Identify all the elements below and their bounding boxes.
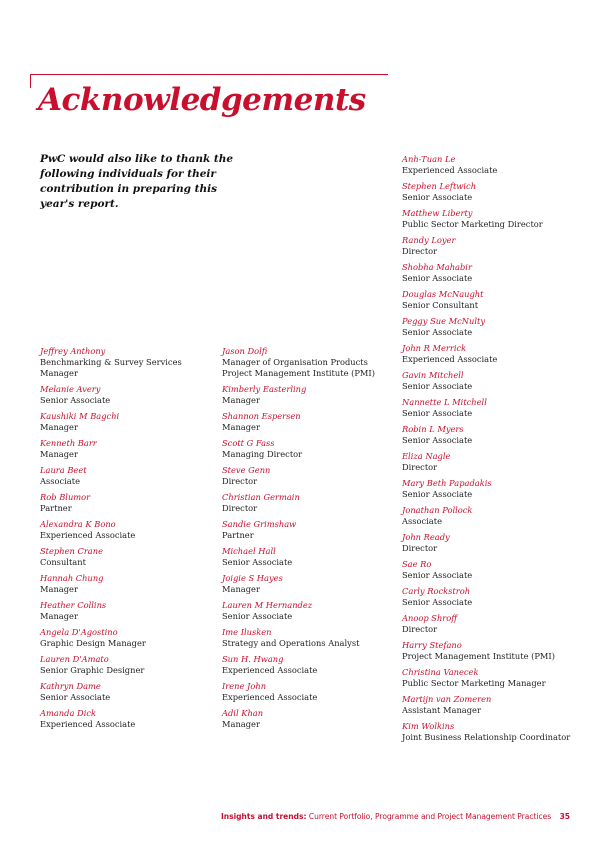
- person-name: Stephen Crane: [40, 546, 103, 556]
- person-role: Experienced Associate: [402, 165, 498, 175]
- person-name: Shobha Mahabir: [402, 262, 472, 272]
- person-name: Michael Hall: [222, 546, 276, 556]
- person-entry: [402, 721, 592, 743]
- person-name: Angela D'Agostino: [40, 627, 118, 637]
- left-column: [40, 346, 215, 730]
- person-name: Jonathan Pollock: [402, 505, 473, 515]
- person-role: Senior Associate: [402, 435, 473, 445]
- person-entry: [222, 600, 397, 622]
- person-role: Benchmarking & Survey Services Manager: [40, 357, 182, 378]
- person-entry: [402, 208, 592, 230]
- person-entry: [402, 370, 592, 392]
- person-name: Randy Loyer: [402, 235, 456, 245]
- person-role: Experienced Associate: [40, 530, 136, 540]
- person-role: Manager: [40, 422, 78, 432]
- footer-label: Insights and trends:: [220, 812, 307, 821]
- person-name: John Ready: [402, 532, 450, 542]
- person-entry: [402, 586, 592, 608]
- footer-text: Current Portfolio, Programme and Project Management Practices: [308, 812, 552, 821]
- person-role: Experienced Associate: [222, 692, 318, 702]
- intro-text: PwC would also like to thank the following individuals for their contribution in preparing this year's report.: [40, 153, 234, 210]
- person-role: Senior Associate: [402, 327, 473, 337]
- person-name: John R Merrick: [402, 343, 467, 353]
- person-name: Sae Ro: [402, 559, 432, 569]
- person-role: Director: [402, 624, 438, 634]
- person-role: Public Sector Marketing Director: [402, 219, 543, 229]
- person-name: Alexandra K Bono: [40, 519, 116, 529]
- person-name: Kathryn Dame: [40, 681, 101, 691]
- person-entry: [40, 492, 215, 514]
- person-role: Senior Graphic Designer: [40, 665, 145, 675]
- person-name: Gavin Mitchell: [402, 370, 464, 380]
- person-role: Joint Business Relationship Coordinator: [402, 732, 571, 742]
- person-name: Heather Collins: [40, 600, 107, 610]
- person-role: Manager: [222, 395, 260, 405]
- person-name: Joigie S Hayes: [222, 573, 283, 583]
- person-name: Kaushiki M Bagchi: [40, 411, 120, 421]
- person-name: Stephen Leftwich: [402, 181, 477, 191]
- person-name: Harry Stefano: [402, 640, 462, 650]
- person-entry: [40, 627, 215, 649]
- person-role: Director: [402, 246, 438, 256]
- person-entry: [402, 235, 592, 257]
- person-name: Irene John: [222, 681, 267, 691]
- person-entry: [40, 519, 215, 541]
- person-name: Robin L Myers: [402, 424, 464, 434]
- person-name: Hannah Chung: [40, 573, 104, 583]
- title-rule-tick: [30, 74, 31, 88]
- person-entry: [222, 411, 397, 433]
- person-role: Senior Associate: [402, 192, 473, 202]
- person-name: Christina Vanecek: [402, 667, 479, 677]
- person-entry: [402, 613, 592, 635]
- person-role: Managing Director: [222, 449, 303, 459]
- person-role: Director: [402, 543, 438, 553]
- person-entry: [402, 478, 592, 500]
- person-role: Consultant: [40, 557, 86, 567]
- person-name: Kenneth Barr: [40, 438, 97, 448]
- middle-column: [222, 346, 397, 730]
- person-role: Senior Associate: [402, 273, 473, 283]
- person-role: Assistant Manager: [402, 705, 481, 715]
- person-role: Senior Associate: [40, 692, 111, 702]
- person-role: Manager: [222, 422, 260, 432]
- person-role: Partner: [222, 530, 254, 540]
- person-entry: [222, 681, 397, 703]
- person-entry: [40, 346, 215, 379]
- person-entry: [402, 316, 592, 338]
- person-entry: [402, 667, 592, 689]
- person-role: Manager: [40, 584, 78, 594]
- person-name: Christian Germain: [222, 492, 300, 502]
- person-name: Lauren M Hernandez: [222, 600, 313, 610]
- person-name: Matthew Liberty: [402, 208, 473, 218]
- person-entry: [40, 573, 215, 595]
- person-entry: [402, 154, 592, 176]
- person-entry: [40, 438, 215, 460]
- person-name: Douglas McNaught: [402, 289, 484, 299]
- footer: [221, 812, 570, 821]
- person-name: Lauren D'Amato: [40, 654, 109, 664]
- page-number: 35: [559, 812, 570, 821]
- person-role: Experienced Associate: [402, 354, 498, 364]
- person-entry: [222, 627, 397, 649]
- person-role: Public Sector Marketing Manager: [402, 678, 546, 688]
- person-role: Associate: [40, 476, 80, 486]
- person-name: Jason Dolfi: [222, 346, 268, 356]
- person-entry: [222, 708, 397, 730]
- person-entry: [40, 465, 215, 487]
- person-name: Nannette L Mitchell: [402, 397, 487, 407]
- person-entry: [402, 424, 592, 446]
- person-entry: [222, 546, 397, 568]
- person-role: Senior Associate: [402, 570, 473, 580]
- person-name: Eliza Nagle: [402, 451, 451, 461]
- person-entry: [222, 654, 397, 676]
- person-entry: [402, 343, 592, 365]
- person-role: Senior Associate: [402, 408, 473, 418]
- person-entry: [222, 573, 397, 595]
- person-role: Experienced Associate: [40, 719, 136, 729]
- person-entry: [40, 708, 215, 730]
- person-entry: [402, 694, 592, 716]
- person-name: Ime Ilusken: [222, 627, 272, 637]
- person-name: Rob Blumor: [40, 492, 91, 502]
- person-name: Sun H. Hwang: [222, 654, 284, 664]
- person-entry: [40, 600, 215, 622]
- person-role: Senior Associate: [402, 597, 473, 607]
- right-column: [402, 154, 592, 743]
- person-name: Anh-Tuan Le: [402, 154, 456, 164]
- person-entry: [222, 438, 397, 460]
- person-entry: [40, 681, 215, 703]
- person-entry: [402, 397, 592, 419]
- person-name: Melanie Avery: [40, 384, 101, 394]
- person-entry: [40, 384, 215, 406]
- person-name: Martijn van Zomeren: [402, 694, 492, 704]
- person-name: Jeffrey Anthony: [40, 346, 106, 356]
- person-entry: [222, 346, 397, 379]
- person-name: Carly Rockstroh: [402, 586, 471, 596]
- person-name: Kimberly Easterling: [222, 384, 307, 394]
- person-name: Anoop Shroff: [402, 613, 458, 623]
- person-role: Graphic Design Manager: [40, 638, 146, 648]
- person-entry: [402, 181, 592, 203]
- person-name: Amanda Dick: [40, 708, 97, 718]
- person-name: Steve Genn: [222, 465, 271, 475]
- person-role: Associate: [402, 516, 442, 526]
- person-name: Kim Wolkins: [402, 721, 455, 731]
- person-role: Senior Associate: [222, 557, 293, 567]
- person-entry: [402, 640, 592, 662]
- person-role: Strategy and Operations Analyst: [222, 638, 360, 648]
- person-role: Experienced Associate: [222, 665, 318, 675]
- person-name: Shannon Espersen: [222, 411, 301, 421]
- title-rule: [30, 74, 388, 75]
- person-role: Partner: [40, 503, 72, 513]
- person-name: Peggy Sue McNulty: [402, 316, 486, 326]
- person-entry: [402, 505, 592, 527]
- person-entry: [40, 411, 215, 433]
- person-role: Manager: [222, 719, 260, 729]
- person-name: Laura Beet: [40, 465, 87, 475]
- person-role: Senior Associate: [222, 611, 293, 621]
- person-role: Director: [222, 476, 258, 486]
- person-entry: [402, 559, 592, 581]
- person-role: Senior Consultant: [402, 300, 479, 310]
- person-entry: [402, 262, 592, 284]
- person-role: Senior Associate: [402, 489, 473, 499]
- person-name: Adil Khan: [222, 708, 264, 718]
- person-entry: [402, 451, 592, 473]
- person-role: Project Management Institute (PMI): [402, 651, 555, 661]
- person-role: Senior Associate: [402, 381, 473, 391]
- person-role: Manager: [40, 449, 78, 459]
- person-entry: [402, 289, 592, 311]
- page-title: Acknowledgements: [38, 82, 366, 118]
- person-entry: [222, 519, 397, 541]
- person-role: Director: [402, 462, 438, 472]
- person-name: Sandie Grimshaw: [222, 519, 297, 529]
- person-entry: [222, 465, 397, 487]
- person-entry: [222, 384, 397, 406]
- person-name: Mary Beth Papadakis: [402, 478, 492, 488]
- person-role: Manager: [40, 611, 78, 621]
- person-role: Manager of Organisation Products Project Management Institute (PMI): [222, 357, 375, 378]
- person-role: Senior Associate: [40, 395, 111, 405]
- person-role: Director: [222, 503, 258, 513]
- person-role: Manager: [222, 584, 260, 594]
- person-entry: [40, 546, 215, 568]
- person-entry: [222, 492, 397, 514]
- person-entry: [402, 532, 592, 554]
- person-name: Scott G Fass: [222, 438, 275, 448]
- person-entry: [40, 654, 215, 676]
